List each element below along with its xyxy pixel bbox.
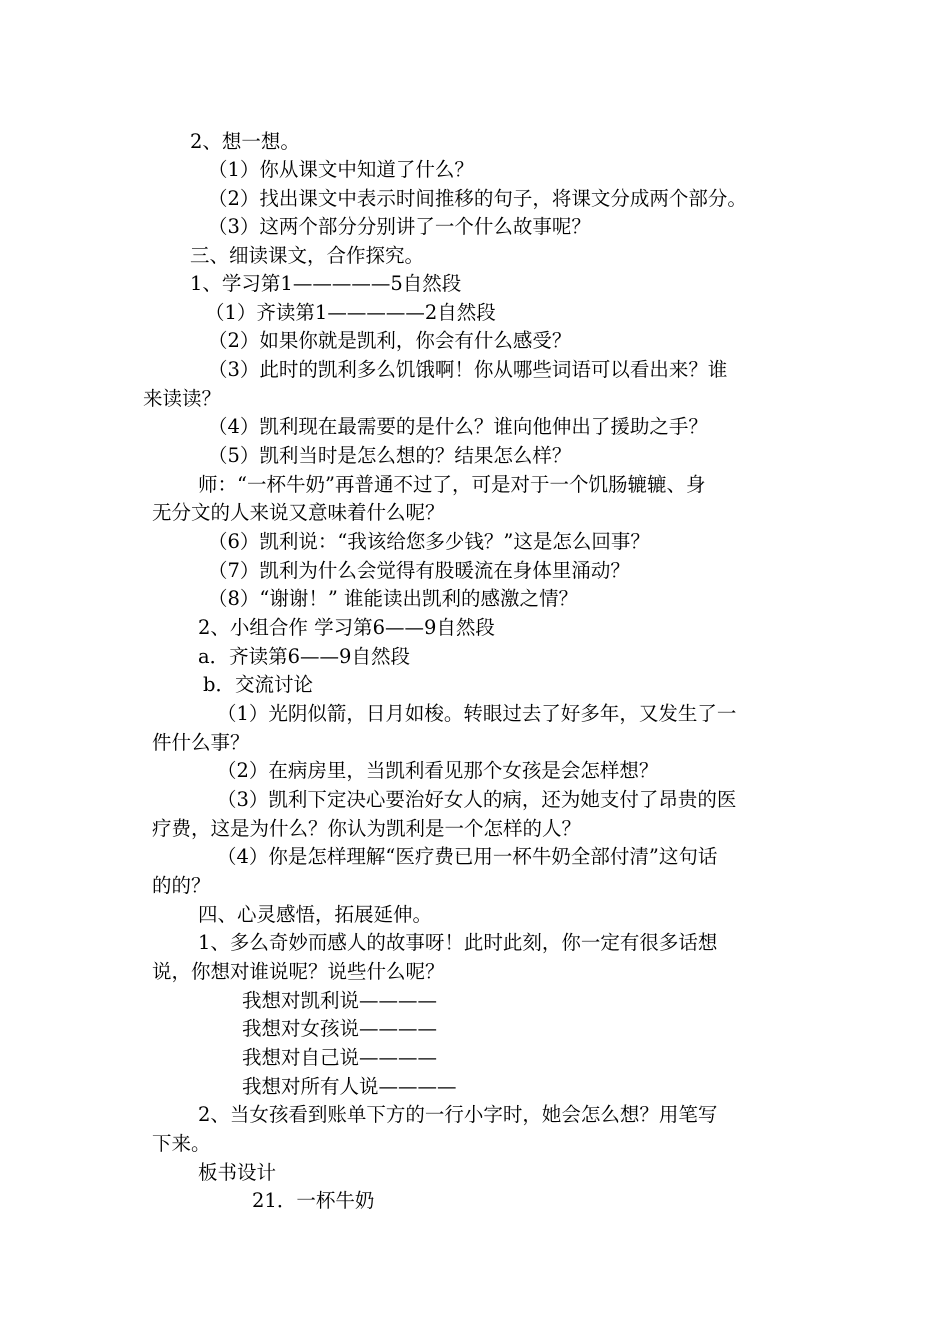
text-line: （6）凯利说：“我该给您多少钱？”这是怎么回事？ bbox=[208, 530, 650, 553]
text-line: （7）凯利为什么会觉得有股暖流在身体里涌动？ bbox=[208, 559, 630, 582]
text-line: （8）“谢谢！” 谁能读出凯利的感激之情？ bbox=[208, 587, 579, 610]
text-line: （5）凯利当时是怎么想的？结果怎么样？ bbox=[208, 444, 572, 467]
text-line: 我想对自己说———— bbox=[242, 1046, 438, 1069]
text-line: 2、小组合作 学习第6——9自然段 bbox=[198, 616, 495, 639]
text-line: 疗费，这是为什么？你认为凯利是一个怎样的人？ bbox=[152, 817, 582, 840]
text-line: 下来。 bbox=[152, 1132, 211, 1155]
section-heading: 四、心灵感悟，拓展延伸。 bbox=[198, 903, 433, 926]
text-line: 件什么事？ bbox=[152, 731, 250, 754]
text-line: （4）你是怎样理解“医疗费已用一杯牛奶全部付清”这句话 bbox=[217, 845, 718, 868]
text-line: （3）凯利下定决心要治好女人的病，还为她支付了昂贵的医 bbox=[217, 788, 737, 811]
section-heading: 板书设计 bbox=[198, 1161, 277, 1184]
text-line: 师：“一杯牛奶”再普通不过了，可是对于一个饥肠辘辘、身 bbox=[198, 473, 706, 496]
text-line: 2、想一想。 bbox=[190, 130, 300, 153]
text-line: a．齐读第6——9自然段 bbox=[198, 645, 410, 668]
text-line: 说，你想对谁说呢？说些什么呢？ bbox=[152, 960, 445, 983]
text-line: b．交流讨论 bbox=[203, 673, 313, 696]
text-line: （3）这两个部分分别讲了一个什么故事呢？ bbox=[208, 215, 591, 238]
text-line: 1、多么奇妙而感人的故事呀！此时此刻，你一定有很多话想 bbox=[198, 931, 718, 954]
section-heading: 三、细读课文，合作探究。 bbox=[190, 244, 425, 267]
text-line: 的的？ bbox=[152, 874, 211, 897]
text-line: （2）找出课文中表示时间推移的句子，将课文分成两个部分。 bbox=[208, 187, 747, 210]
board-title: 21．一杯牛奶 bbox=[252, 1189, 375, 1212]
text-line: （2）在病房里，当凯利看见那个女孩是会怎样想？ bbox=[217, 759, 659, 782]
text-line: 我想对女孩说———— bbox=[242, 1017, 438, 1040]
text-line: （1）你从课文中知道了什么？ bbox=[208, 158, 474, 181]
text-line: 2、当女孩看到账单下方的一行小字时，她会怎么想？用笔写 bbox=[198, 1103, 718, 1126]
text-line: 1、学习第1—————5自然段 bbox=[190, 272, 462, 295]
text-line: 我想对所有人说———— bbox=[242, 1075, 457, 1098]
text-line: （2）如果你就是凯利，你会有什么感受？ bbox=[208, 329, 572, 352]
text-line: （3）此时的凯利多么饥饿啊！你从哪些词语可以看出来？谁 bbox=[208, 358, 728, 381]
text-line: （4）凯利现在最需要的是什么？谁向他伸出了援助之手？ bbox=[208, 415, 708, 438]
text-line: 来读读？ bbox=[143, 387, 222, 410]
text-line: （1）光阴似箭，日月如梭。转眼过去了好多年，又发生了一 bbox=[217, 702, 737, 725]
text-line: 我想对凯利说———— bbox=[242, 989, 438, 1012]
text-line: 无分文的人来说又意味着什么呢？ bbox=[152, 501, 445, 524]
text-line: （1）齐读第1—————2自然段 bbox=[205, 301, 496, 324]
